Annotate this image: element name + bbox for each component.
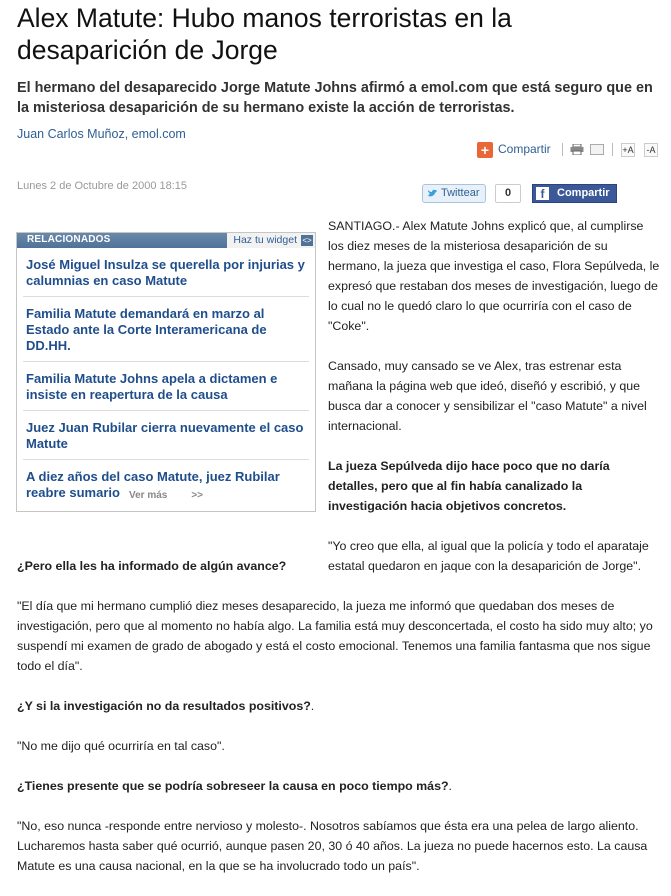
related-list bbox=[17, 248, 315, 508]
related-item[interactable]: A diez años del caso Matute, juez Rubilar reabre sumario bbox=[26, 469, 280, 500]
related-item[interactable]: Familia Matute demandará en marzo al Estado ante la Corte Interamericana de DD.HH. bbox=[23, 297, 309, 362]
related-box bbox=[16, 232, 316, 512]
paragraph-bold: La jueza Sepúlveda dijo hace poco que no daría detalles, pero que al fin había canalizado la investigación hacia objetivos concretos. bbox=[328, 459, 610, 513]
see-more-label: Ver más bbox=[128, 490, 168, 501]
twitter-bird-icon bbox=[428, 189, 438, 198]
paragraph: Cansado, muy cansado se ve Alex, tras estrenar esta mañana la página web que ideó, diseñó y escribió, y que busca dar a conocer y sensibilizar el "caso Matute" a nivel internacional. bbox=[328, 359, 647, 433]
widget-label: Haz tu widget bbox=[233, 234, 297, 246]
author-link[interactable]: Juan Carlos Muñoz, emol.com bbox=[17, 127, 186, 141]
question: ¿Y si la investigación no da resultados positivos? bbox=[17, 699, 311, 713]
answer: "No, eso nunca -responde entre nervioso y molesto-. Nosotros sabíamos que ésta era una pelea de largo aliento. Lucharemos hasta saber qué ocurrió, aunque pasen 20, 30 ó 40 años. La jueza no puede hacernos esto. La causa Matute es una causa nacional, en la que se ha involucrado todo un país". bbox=[17, 819, 648, 873]
article-lead: El hermano del desaparecido Jorge Matute Johns afirmó a emol.com que está seguro que en la misteriosa desaparición de su hermano existe la acción de terroristas. bbox=[17, 80, 653, 116]
twitter-label: Twittear bbox=[441, 187, 480, 199]
email-icon[interactable] bbox=[590, 144, 604, 155]
question: ¿Tienes presente que se podría sobreseer la causa en poco tiempo más? bbox=[17, 779, 449, 793]
article-date: Lunes 2 de Octubre de 2000 18:15 bbox=[17, 180, 188, 192]
article-body-side bbox=[328, 216, 661, 596]
double-chevron-icon: >> bbox=[191, 490, 204, 501]
share-button[interactable]: Compartir bbox=[498, 142, 551, 156]
font-increase-icon[interactable]: +A bbox=[622, 145, 634, 155]
facebook-label: Compartir bbox=[557, 187, 610, 199]
related-item[interactable]: Familia Matute Johns apela a dictamen e insiste en reapertura de la causa bbox=[23, 362, 309, 411]
article-title: Alex Matute: Hubo manos terroristas en la desaparición de Jorge bbox=[17, 3, 512, 65]
related-title: RELACIONADOS bbox=[27, 234, 111, 245]
related-header bbox=[17, 233, 315, 248]
paragraph: SANTIAGO.- Alex Matute Johns explicó que, al cumplirse los diez meses de la misteriosa desaparición de su hermano, la jueza que investiga el caso, Flora Sepúlveda, le expresó que restaban dos meses de investigación, luego de lo cual no le quedó claro lo que ocurriría con el caso de "Coke". bbox=[328, 219, 660, 333]
print-icon[interactable] bbox=[570, 144, 584, 155]
question-end: . bbox=[448, 779, 452, 793]
related-item[interactable]: Juez Juan Rubilar cierra nuevamente el caso Matute bbox=[23, 411, 309, 460]
facebook-share-button[interactable] bbox=[532, 184, 617, 203]
divider bbox=[562, 143, 563, 156]
article-body bbox=[17, 556, 662, 896]
twitter-count: 0 bbox=[495, 184, 521, 203]
divider bbox=[612, 143, 613, 156]
question-end: . bbox=[310, 699, 315, 713]
related-item[interactable]: José Miguel Insulza se querella por injurias y calumnias en caso Matute bbox=[23, 248, 309, 297]
code-icon: <> bbox=[302, 236, 312, 245]
font-decrease-icon[interactable]: -A bbox=[644, 143, 658, 157]
question-row bbox=[17, 776, 662, 796]
answer: "No me dijo qué ocurriría en tal caso". bbox=[17, 739, 225, 753]
share-plus-icon[interactable]: + bbox=[477, 142, 493, 158]
see-more-link[interactable] bbox=[17, 490, 315, 501]
paragraph: "Yo creo que ella, al igual que la policía y todo el aparataje estatal quedaron en jaque con la desaparición de Jorge". bbox=[328, 539, 649, 573]
answer: "El día que mi hermano cumplió diez meses desaparecido, la jueza me informó que quedaban dos meses de investigación, pero que al momento no había algo. La familia está muy desconcertada, el costo ha sido muy alto; yo suspendí mi examen de grado de abogado y está el costo emocional. Tenemos una familia fantasma que nos sigue todo el día". bbox=[17, 599, 653, 673]
twitter-button[interactable] bbox=[422, 184, 486, 203]
facebook-icon: f bbox=[536, 187, 549, 200]
question-row bbox=[17, 696, 662, 716]
question: ¿Pero ella les ha informado de algún avance? bbox=[17, 559, 287, 573]
widget-link[interactable] bbox=[227, 233, 315, 248]
